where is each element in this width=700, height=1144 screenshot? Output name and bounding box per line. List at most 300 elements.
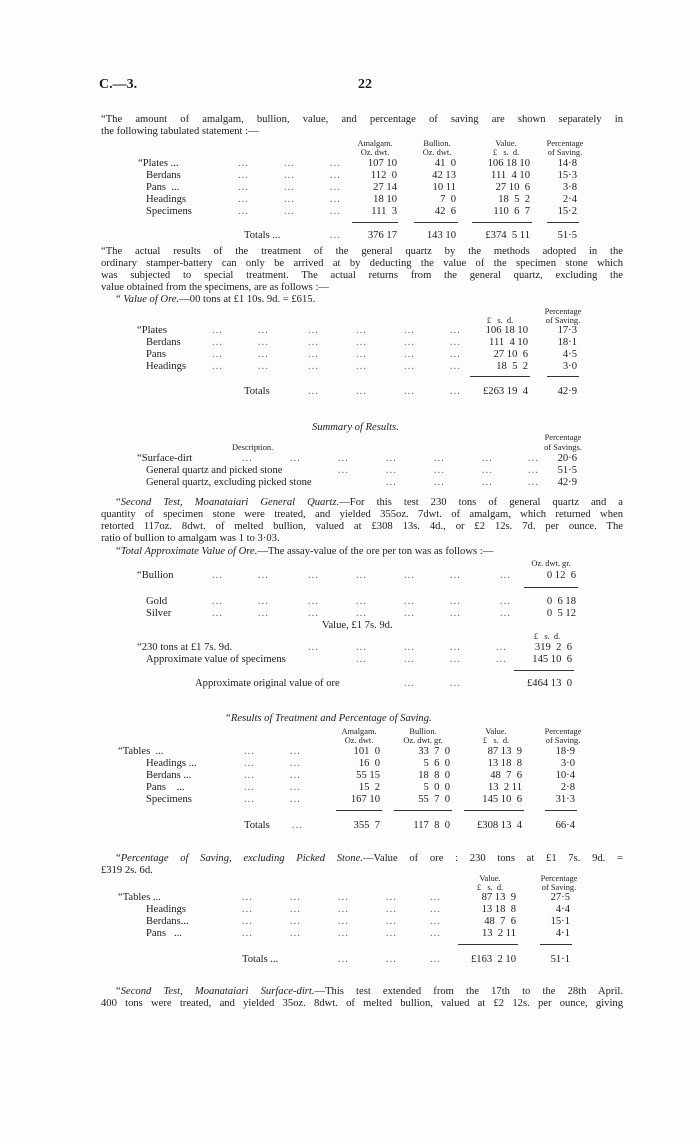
leader-dots: ... xyxy=(386,928,397,939)
tons-label: “230 tons at £1 7s. 9d. xyxy=(137,642,233,653)
leader-dots: ... xyxy=(308,608,319,619)
leader-dots: ... xyxy=(450,349,461,360)
pct-saving-heading: Percentage of Saving, excluding Picked Stone. xyxy=(120,853,363,864)
col-unit-value: £ s. d. xyxy=(486,316,514,325)
percentage-cell: 17·3 xyxy=(557,325,577,336)
leader-dots: ... xyxy=(434,453,445,464)
leader-dots: ... xyxy=(308,386,319,397)
leader-dots: ... xyxy=(450,337,461,348)
percentage-total: 51·5 xyxy=(557,230,577,241)
leader-dots: ... xyxy=(330,170,341,181)
leader-dots: ... xyxy=(308,570,319,581)
leader-dots: ... xyxy=(212,570,223,581)
amalgam-cell: 107 10 xyxy=(367,158,397,169)
leader-dots: ... xyxy=(386,916,397,927)
leader-dots: ... xyxy=(528,465,539,476)
leader-dots: ... xyxy=(430,928,441,939)
value-cell: 145 10 6 xyxy=(482,794,522,805)
row-label: Pans xyxy=(146,349,167,360)
leader-dots: ... xyxy=(434,477,445,488)
leader-dots: ... xyxy=(292,820,303,831)
leader-dots: ... xyxy=(212,596,223,607)
leader-dots: ... xyxy=(386,904,397,915)
leader-dots: ... xyxy=(356,386,367,397)
leader-dots: ... xyxy=(244,758,255,769)
leader-dots: ... xyxy=(500,570,511,581)
leader-dots: ... xyxy=(244,746,255,757)
leader-dots: ... xyxy=(356,642,367,653)
leader-dots: ... xyxy=(244,770,255,781)
para-second-test-quartz-3: retorted 117oz. 8dwt. of melted bullion, valued at £308 13s. 4d., or £2 12s. 7d. per ounce. The xyxy=(101,521,623,532)
leader-dots: ... xyxy=(450,570,461,581)
rule xyxy=(458,944,518,945)
row-label: Headings xyxy=(146,194,187,205)
rule xyxy=(472,222,532,223)
leader-dots: ... xyxy=(338,904,349,915)
leader-dots: ... xyxy=(338,916,349,927)
leader-dots: ... xyxy=(330,194,341,205)
leader-dots: ... xyxy=(212,337,223,348)
rule xyxy=(514,670,574,671)
leader-dots: ... xyxy=(290,794,301,805)
leader-dots: ... xyxy=(404,337,415,348)
row-label: Specimens xyxy=(146,206,192,217)
rule xyxy=(540,944,572,945)
leader-dots: ... xyxy=(290,758,301,769)
leader-dots: ... xyxy=(242,916,253,927)
col-head-value: Value. xyxy=(495,139,517,148)
leader-dots: ... xyxy=(386,465,397,476)
pct-saving-line-1: “Percentage of Saving, excluding Picked Stone.—Value of ore : 230 tons at £1 7s. 9d. = xyxy=(116,853,623,864)
percentage-cell: 3·8 xyxy=(562,182,577,193)
amalgam-total: 355 7 xyxy=(353,820,380,831)
col-head-of-saving: of Saving. xyxy=(545,736,581,745)
leader-dots: ... xyxy=(258,570,269,581)
second-test-quartz-heading: Second Test, Moanataiari General Quartz. xyxy=(120,497,340,508)
leader-dots: ... xyxy=(528,453,539,464)
leader-dots: ... xyxy=(338,928,349,939)
percentage-cell: 18·9 xyxy=(555,746,575,757)
para-actual-results-3: was subjected to special treatment. The actual returns from the general quartz, excluding the xyxy=(101,270,623,281)
leader-dots: ... xyxy=(284,170,295,181)
leader-dots: ... xyxy=(258,596,269,607)
leader-dots: ... xyxy=(356,361,367,372)
row-label: General quartz and picked stone xyxy=(146,465,283,476)
rule xyxy=(464,810,524,811)
row-label: Pans ... xyxy=(146,182,180,193)
bullion-cell: 7 0 xyxy=(440,194,456,205)
col-head-of-saving: of Saving. xyxy=(547,148,583,157)
rule xyxy=(524,587,578,588)
leader-dots: ... xyxy=(284,206,295,217)
amalgam-cell: 15 2 xyxy=(358,782,380,793)
leader-dots: ... xyxy=(430,892,441,903)
rule xyxy=(414,222,458,223)
bullion-cell: 33 7 0 xyxy=(418,746,450,757)
value-of-ore-line: “ Value of Ore.—00 tons at £1 10s. 9d. = £615. xyxy=(116,294,316,305)
percentage-cell: 4·5 xyxy=(562,349,577,360)
bullion-cell: 5 0 0 xyxy=(423,782,450,793)
rule xyxy=(547,376,579,377)
percentage-cell: 3·0 xyxy=(560,758,575,769)
col-unit-bullion: Oz. dwt. xyxy=(422,148,452,157)
leader-dots: ... xyxy=(404,349,415,360)
tons-value: 319 2 6 xyxy=(534,642,572,653)
leader-dots: ... xyxy=(430,904,441,915)
rule xyxy=(394,810,452,811)
gold-value: 0 6 18 xyxy=(546,596,576,607)
leader-dots: ... xyxy=(528,477,539,488)
leader-dots: ... xyxy=(356,596,367,607)
leader-dots: ... xyxy=(356,349,367,360)
leader-dots: ... xyxy=(242,904,253,915)
amalgam-total: 376 17 xyxy=(367,230,397,241)
surface-dirt-heading: Second Test, Moanataiari Surface-dirt. xyxy=(120,986,315,997)
leader-dots: ... xyxy=(308,349,319,360)
totals-label: Totals xyxy=(244,386,270,397)
percentage-cell: 27·5 xyxy=(550,892,570,903)
amalgam-cell: 16 0 xyxy=(358,758,380,769)
col-head-of-saving: of Saving. xyxy=(545,316,581,325)
leader-dots: ... xyxy=(290,916,301,927)
col-head-of-savings: of Savings. xyxy=(544,443,582,452)
leader-dots: ... xyxy=(450,642,461,653)
leader-dots: ... xyxy=(290,770,301,781)
value-cell: 48 7 6 xyxy=(484,916,516,927)
value-of-ore-heading: Value of Ore. xyxy=(123,294,180,305)
col-head-percentage: Percentage xyxy=(540,874,578,883)
amalgam-cell: 167 10 xyxy=(350,794,380,805)
leader-dots: ... xyxy=(290,746,301,757)
leader-dots: ... xyxy=(330,158,341,169)
amalgam-cell: 27 14 xyxy=(373,182,397,193)
section-title: Summary of Results. xyxy=(312,422,399,433)
para-surface-dirt-1: “Second Test, Moanataiari Surface-dirt.—This test extended from the 17th to the 28th April. xyxy=(116,986,623,997)
leader-dots: ... xyxy=(308,361,319,372)
amalgam-cell: 101 0 xyxy=(353,746,380,757)
leader-dots: ... xyxy=(290,904,301,915)
rule xyxy=(352,222,398,223)
para-second-test-quartz-1: “Second Test, Moanataiari General Quartz.—For this test 230 tons of general quartz and a xyxy=(116,497,624,508)
col-unit-amalgam: Oz. dwt. xyxy=(344,736,374,745)
leader-dots: ... xyxy=(238,206,249,217)
percentage-total: 66·4 xyxy=(555,820,575,831)
col-head-bullion: Bullion. xyxy=(409,727,437,736)
col-head-percentage: Percentage xyxy=(546,139,584,148)
value-cell: 18 5 2 xyxy=(498,194,530,205)
value-cell: 13 2 11 xyxy=(481,928,516,939)
col-unit-value: £ s. d. xyxy=(492,148,520,157)
row-label: “Surface-dirt xyxy=(137,453,193,464)
para-surface-dirt-2: 400 tons were treated, and yielded 35oz. 8dwt. of melted bullion, valued at £2 12s. per ounce, giving xyxy=(101,998,623,1009)
col-head-bullion: Bullion. xyxy=(423,139,451,148)
row-label: Pans ... xyxy=(146,782,185,793)
para-actual-results-4: value obtained from the specimens, are as follows :— xyxy=(101,282,329,293)
row-label: “Tables ... xyxy=(118,746,164,757)
col-head-percentage: Percentage xyxy=(544,727,582,736)
bullion-cell: 42 6 xyxy=(434,206,456,217)
original-value-label: Approximate original value of ore xyxy=(195,678,340,689)
bullion-cell: 5 6 0 xyxy=(423,758,450,769)
value-cell: 87 13 9 xyxy=(487,746,522,757)
gold-label: Gold xyxy=(146,596,168,607)
leader-dots: ... xyxy=(404,570,415,581)
percentage-cell: 3·0 xyxy=(562,361,577,372)
percentage-cell: 42·9 xyxy=(557,477,577,488)
row-label: General quartz, excluding picked stone xyxy=(146,477,312,488)
leader-dots: ... xyxy=(496,654,507,665)
leader-dots: ... xyxy=(450,386,461,397)
percentage-cell: 10·4 xyxy=(555,770,575,781)
leader-dots: ... xyxy=(386,954,397,965)
value-cell: 110 6 7 xyxy=(493,206,530,217)
leader-dots: ... xyxy=(386,453,397,464)
leader-dots: ... xyxy=(258,325,269,336)
original-value: £464 13 0 xyxy=(526,678,572,689)
leader-dots: ... xyxy=(404,654,415,665)
leader-dots: ... xyxy=(308,337,319,348)
row-label: Berdans xyxy=(146,337,181,348)
leader-dots: ... xyxy=(242,453,253,464)
col-unit-value: £ s. d. xyxy=(476,883,504,892)
leader-dots: ... xyxy=(290,453,301,464)
value-cell: 87 13 9 xyxy=(481,892,516,903)
leader-dots: ... xyxy=(330,206,341,217)
leader-dots: ... xyxy=(356,570,367,581)
leader-dots: ... xyxy=(290,892,301,903)
leader-dots: ... xyxy=(258,608,269,619)
percentage-total: 42·9 xyxy=(557,386,577,397)
bullion-value: 0 12 6 xyxy=(546,570,576,581)
row-label: Pans ... xyxy=(146,928,182,939)
leader-dots: ... xyxy=(404,608,415,619)
leader-dots: ... xyxy=(290,928,301,939)
value-cell: 111 4 10 xyxy=(489,337,528,348)
leader-dots: ... xyxy=(338,453,349,464)
value-cell: 13 2 11 xyxy=(487,782,522,793)
row-label: “Plates ... xyxy=(138,158,179,169)
leader-dots: ... xyxy=(500,596,511,607)
leader-dots: ... xyxy=(284,158,295,169)
bullion-cell: 42 13 xyxy=(432,170,456,181)
col-head-value: Value. xyxy=(485,727,507,736)
totals-label: Totals xyxy=(244,820,270,831)
rule xyxy=(545,810,577,811)
leader-dots: ... xyxy=(450,678,461,689)
col-unit-value: £ s. d. xyxy=(482,736,510,745)
amalgam-cell: 112 0 xyxy=(370,170,397,181)
leader-dots: ... xyxy=(338,954,349,965)
totals-label: Totals ... xyxy=(244,230,281,241)
leader-dots: ... xyxy=(258,361,269,372)
value-cell: 27 10 6 xyxy=(495,182,530,193)
col-head-value: Value. xyxy=(479,874,501,883)
bullion-total: 117 8 0 xyxy=(413,820,450,831)
percentage-cell: 31·3 xyxy=(555,794,575,805)
leader-dots: ... xyxy=(404,596,415,607)
value-cell: 13 18 8 xyxy=(481,904,516,915)
leader-dots: ... xyxy=(338,465,349,476)
leader-dots: ... xyxy=(284,194,295,205)
leader-dots: ... xyxy=(482,453,493,464)
leader-dots: ... xyxy=(356,608,367,619)
leader-dots: ... xyxy=(212,325,223,336)
total-approx-value-heading: Total Approximate Value of Ore. xyxy=(120,546,258,557)
leader-dots: ... xyxy=(308,642,319,653)
bullion-cell: 10 11 xyxy=(432,182,456,193)
leader-dots: ... xyxy=(308,596,319,607)
leader-dots: ... xyxy=(496,642,507,653)
pct-saving-line-2: £319 2s. 6d. xyxy=(101,865,153,876)
value-total: £308 13 4 xyxy=(476,820,522,831)
col-head-amalgam: Amalgam. xyxy=(341,727,377,736)
col-unit-bullion: Oz. dwt. gr. xyxy=(403,736,443,745)
value-per-ton: Value, £1 7s. 9d. xyxy=(322,620,393,631)
row-label: Headings xyxy=(146,904,187,915)
percentage-cell: 20·6 xyxy=(557,453,577,464)
percentage-cell: 15·2 xyxy=(557,206,577,217)
leader-dots: ... xyxy=(212,349,223,360)
percentage-cell: 18·1 xyxy=(557,337,577,348)
percentage-cell: 2·4 xyxy=(562,194,577,205)
percentage-cell: 15·1 xyxy=(550,916,570,927)
silver-label: Silver xyxy=(146,608,172,619)
row-label: Berdans xyxy=(146,170,181,181)
leader-dots: ... xyxy=(482,465,493,476)
leader-dots: ... xyxy=(212,361,223,372)
leader-dots: ... xyxy=(290,782,301,793)
row-label: Headings xyxy=(146,361,187,372)
para-second-test-quartz-4: ratio of bullion to amalgam was 1 to 3·03. xyxy=(101,533,280,544)
value-cell: 13 18 8 xyxy=(487,758,522,769)
leader-dots: ... xyxy=(212,608,223,619)
col-head-percentage: Percentage xyxy=(544,433,582,442)
leader-dots: ... xyxy=(386,477,397,488)
leader-dots: ... xyxy=(330,230,341,241)
row-label: “Plates xyxy=(137,325,168,336)
col-head-description: Description. xyxy=(232,443,274,452)
para-second-test-quartz-2: quantity of specimen stone were treated, and yielded 355oz. 7dwt. of amalgam, which returned when xyxy=(101,509,623,520)
percentage-cell: 4·4 xyxy=(555,904,570,915)
col-unit-lsd: £ s. d. xyxy=(533,632,561,641)
leader-dots: ... xyxy=(482,477,493,488)
leader-dots: ... xyxy=(242,892,253,903)
leader-dots: ... xyxy=(450,608,461,619)
leader-dots: ... xyxy=(238,158,249,169)
rule xyxy=(547,222,579,223)
para-actual-results-2: ordinary stamper-battery can only be arrived at by deducting the value of the specimen stone which xyxy=(101,258,623,269)
leader-dots: ... xyxy=(244,782,255,793)
leader-dots: ... xyxy=(450,596,461,607)
intro-line-1: “The amount of amalgam, bullion, value, and percentage of saving are shown separately in xyxy=(101,114,623,125)
value-cell: 27 10 6 xyxy=(493,349,528,360)
bullion-cell: 55 7 0 xyxy=(418,794,450,805)
leader-dots: ... xyxy=(284,182,295,193)
col-head-percentage: Percentage xyxy=(544,307,582,316)
leader-dots: ... xyxy=(338,892,349,903)
bullion-cell: 18 8 0 xyxy=(418,770,450,781)
col-head-of-saving: of Saving. xyxy=(541,883,577,892)
amalgam-cell: 18 10 xyxy=(373,194,397,205)
silver-value: 0 5 12 xyxy=(546,608,576,619)
percentage-cell: 2·8 xyxy=(560,782,575,793)
percentage-cell: 51·5 xyxy=(557,465,577,476)
value-cell: 106 18 10 xyxy=(485,325,528,336)
row-label: Berdans... xyxy=(146,916,189,927)
leader-dots: ... xyxy=(330,182,341,193)
leader-dots: ... xyxy=(242,928,253,939)
percentage-total: 51·1 xyxy=(550,954,570,965)
leader-dots: ... xyxy=(434,465,445,476)
intro-line-2: the following tabulated statement :— xyxy=(101,126,259,137)
amalgam-cell: 111 3 xyxy=(371,206,397,217)
specimens-label: Approximate value of specimens xyxy=(146,654,286,665)
total-approx-value-line: “Total Approximate Value of Ore.—The assay-value of the ore per ton was as follows :— xyxy=(116,546,494,557)
value-cell: 111 4 10 xyxy=(491,170,530,181)
value-total: £374 5 11 xyxy=(485,230,530,241)
leader-dots: ... xyxy=(356,654,367,665)
bullion-total: 143 10 xyxy=(426,230,456,241)
value-cell: 106 18 10 xyxy=(487,158,530,169)
value-cell: 18 5 2 xyxy=(496,361,528,372)
leader-dots: ... xyxy=(258,349,269,360)
leader-dots: ... xyxy=(258,337,269,348)
leader-dots: ... xyxy=(450,654,461,665)
row-label: Headings ... xyxy=(146,758,197,769)
para-actual-results-1: “The actual results of the treatment of the general quartz by the methods adopted in the xyxy=(101,246,623,257)
leader-dots: ... xyxy=(450,361,461,372)
value-cell: 48 7 6 xyxy=(490,770,522,781)
leader-dots: ... xyxy=(356,325,367,336)
bullion-cell: 41 0 xyxy=(434,158,456,169)
bullion-label: “Bullion xyxy=(137,570,174,581)
amalgam-cell: 55 15 xyxy=(356,770,380,781)
col-unit-amalgam: Oz. dwt. xyxy=(360,148,390,157)
percentage-cell: 15·3 xyxy=(557,170,577,181)
leader-dots: ... xyxy=(430,954,441,965)
page-number: 22 xyxy=(358,77,372,92)
specimens-value: 145 10 6 xyxy=(532,654,572,665)
rule xyxy=(336,810,382,811)
leader-dots: ... xyxy=(356,337,367,348)
leader-dots: ... xyxy=(404,678,415,689)
percentage-cell: 14·8 xyxy=(557,158,577,169)
rule xyxy=(470,376,530,377)
leader-dots: ... xyxy=(386,892,397,903)
totals-label: Totals ... xyxy=(242,954,279,965)
report-reference: C.—3. xyxy=(99,77,138,92)
leader-dots: ... xyxy=(238,170,249,181)
leader-dots: ... xyxy=(500,608,511,619)
leader-dots: ... xyxy=(404,386,415,397)
leader-dots: ... xyxy=(450,325,461,336)
row-label: Berdans ... xyxy=(146,770,192,781)
col-unit-ozdwtgr: Oz. dwt. gr. xyxy=(531,559,571,568)
value-total: £263 19 4 xyxy=(482,386,528,397)
col-head-amalgam: Amalgam. xyxy=(357,139,393,148)
leader-dots: ... xyxy=(244,794,255,805)
leader-dots: ... xyxy=(430,916,441,927)
leader-dots: ... xyxy=(238,182,249,193)
percentage-cell: 4·1 xyxy=(555,928,570,939)
leader-dots: ... xyxy=(404,361,415,372)
leader-dots: ... xyxy=(308,325,319,336)
table-title: “Results of Treatment and Percentage of Saving. xyxy=(225,713,432,724)
leader-dots: ... xyxy=(404,325,415,336)
row-label: Specimens xyxy=(146,794,192,805)
leader-dots: ... xyxy=(404,642,415,653)
leader-dots: ... xyxy=(238,194,249,205)
